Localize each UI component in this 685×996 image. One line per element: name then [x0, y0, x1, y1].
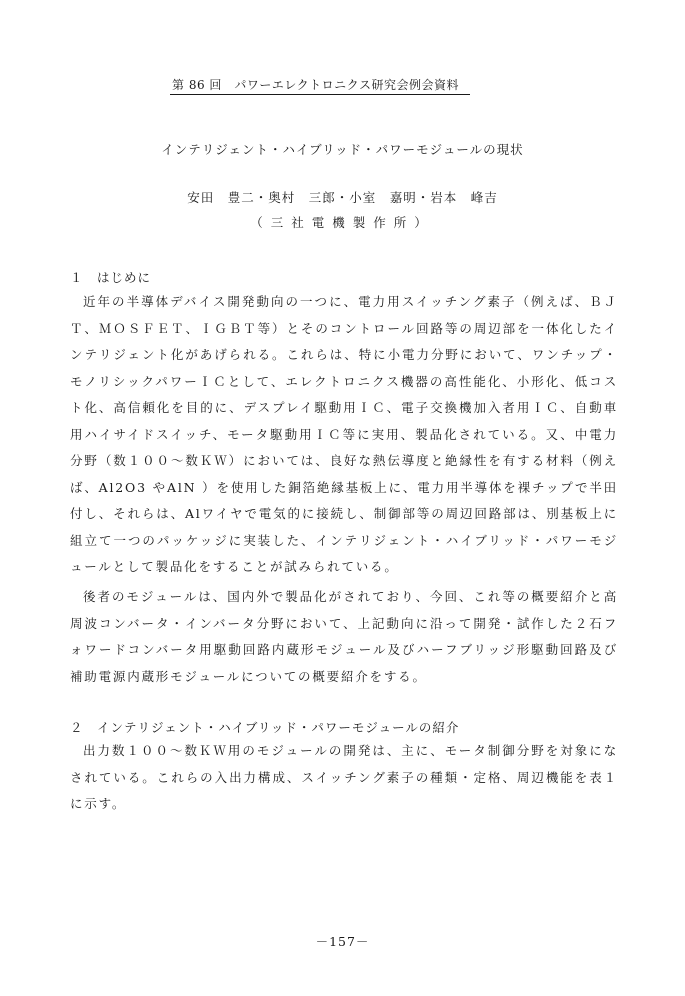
- section-1-paragraph-2: 後者のモジュールは、国内外で製品化がされており、今回、これ等の概要紹介と高周波コンバータ・インバータ分野において、上記動向に沿って開発・試作した２石フォワードコンバータ用駆動回路内蔵形モジュール及びハーフブリッジ形駆動回路及び補助電源内蔵形モジュールについての概要紹介をする。: [70, 589, 618, 684]
- header-underline: [170, 94, 470, 95]
- page-number: －157－: [315, 934, 370, 949]
- paper-title: インテリジェント・ハイブリッド・パワーモジュールの現状: [161, 142, 524, 157]
- section-heading-2: ２ インテリジェント・ハイブリッド・パワーモジュールの紹介: [70, 720, 460, 735]
- section-heading-1: １ はじめに: [70, 270, 152, 285]
- section-2-paragraph-1: 出力数１００～数ＫＷ用のモジュールの開発は、主に、モータ制御分野を対象になされている。これらの入出力構成、スイッチング素子の種類・定格、周辺機能を表１に示す。: [70, 743, 618, 811]
- author-list: 安田 豊二・奥村 三郎・小室 嘉明・岩本 峰吉: [187, 190, 498, 205]
- seminar-header: 第 86 回 パワーエレクトロニクス研究会例会資料: [172, 78, 460, 92]
- section-1-paragraph-1: 近年の半導体デバイス開発動向の一つに、電力用スイッチング素子（例えば、ＢＪＴ、ＭＯＳＦＥＴ、ＩＧＢＴ等）とそのコントロール回路等の周辺部を一体化したインテリジェント化があげられる。これらは、特に小電力分野において、ワンチップ・モノリシックパワーＩＣとして、エレクトロニクス機器の高性能化、小形化、低コスト化、高信頼化を目的に、デスプレイ駆動用ＩＣ、電子交換機加入者用ＩＣ、自動車用ハイサイドスイッチ、モータ駆動用ＩＣ等に実用、製品化されている。又、中電力分野（数１００～数ＫＷ）においては、良好な熱伝導度と絶縁性を有する材料（例えば、Al2O3 やAlN ）を使用した銅箔絶縁基板上に、電力用半導体を裸チップで半田付し、それらは、Alワイヤで電気的に接続し、制御部等の周辺回路部は、別基板上に組立て一つのパッケッジに実装した、インテリジェント・ハイブリッド・パワーモジュールとして製品化をすることが試みられている。: [70, 294, 618, 574]
- affiliation: （三社電機製作所）: [250, 215, 435, 230]
